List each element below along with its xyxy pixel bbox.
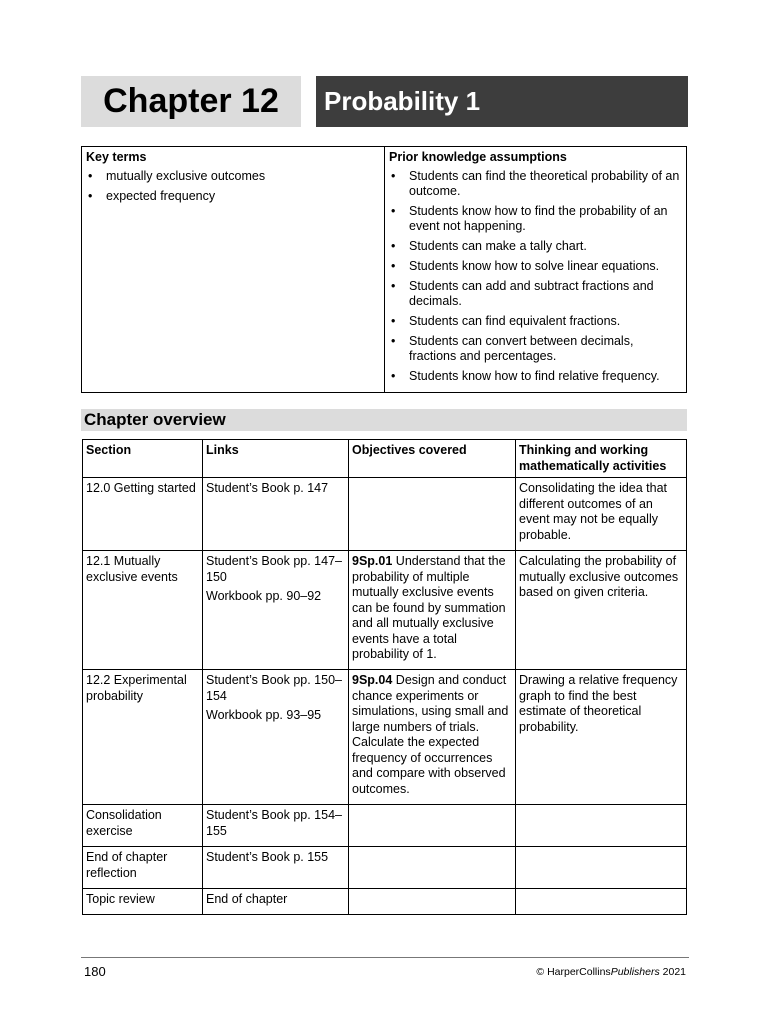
page-number: 180 xyxy=(84,964,106,979)
table-row xyxy=(83,670,687,805)
table-row xyxy=(83,805,687,847)
prior-knowledge-item: • Students can find equivalent fractions. xyxy=(389,314,682,329)
objective-text: Understand that the probability of multiple mutually exclusive events can be found by summation and all mutually exclusive events have a total probability of 1. xyxy=(352,554,506,661)
footer-divider xyxy=(81,957,689,958)
link-text: Student’s Book p. 155 xyxy=(206,850,329,864)
chapter-overview-heading: Chapter overview xyxy=(81,409,687,431)
chapter-overview-table xyxy=(82,439,687,915)
section-cell: Consolidation exercise xyxy=(83,805,203,847)
activities-cell xyxy=(516,847,687,889)
chapter-title: Probability 1 xyxy=(324,86,481,116)
section-cell: 12.1 Mutually exclusive events xyxy=(83,551,203,670)
activities-cell: Calculating the probability of mutually exclusive outcomes based on given criteria. xyxy=(516,551,687,670)
links-cell xyxy=(203,847,349,889)
objective-text: Design and conduct chance experiments or simulations, using small and large numbers of trials. Calculate the expected frequency of occurrences and compare with observed outcomes. xyxy=(352,673,509,796)
table-row xyxy=(83,847,687,889)
link-text: End of chapter xyxy=(206,892,288,906)
key-terms-heading: Key terms xyxy=(86,150,147,164)
prior-knowledge-item: • Students can make a tally chart. xyxy=(389,239,682,254)
chapter-title-banner xyxy=(316,76,688,127)
activities-cell xyxy=(516,889,687,915)
links-cell xyxy=(203,889,349,915)
section-cell: Topic review xyxy=(83,889,203,915)
table-row xyxy=(83,478,687,551)
key-terms-column xyxy=(82,147,385,392)
link-text: Workbook pp. 90–92 xyxy=(206,589,322,603)
objectives-cell xyxy=(349,478,516,551)
activities-cell xyxy=(516,805,687,847)
link-text: Student’s Book p. 147 xyxy=(206,481,329,495)
link-text: Student’s Book pp. 154–155 xyxy=(206,808,342,838)
prior-knowledge-item: • Students can find the theoretical probability of an outcome. xyxy=(389,169,682,199)
links-cell xyxy=(203,551,349,670)
prior-knowledge-column xyxy=(385,147,686,392)
objectives-cell xyxy=(349,889,516,915)
objectives-cell xyxy=(349,551,516,670)
column-header-section: Section xyxy=(83,440,203,478)
section-cell: 12.0 Getting started xyxy=(83,478,203,551)
activities-cell: Drawing a relative frequency graph to find the best estimate of theoretical probability. xyxy=(516,670,687,805)
key-terms-table xyxy=(81,146,687,393)
copyright-publisher: Publishers xyxy=(610,966,660,978)
prior-knowledge-list xyxy=(389,169,682,384)
section-cell: End of chapter reflection xyxy=(83,847,203,889)
link-text: Student’s Book pp. 147–150 xyxy=(206,554,342,584)
links-cell xyxy=(203,805,349,847)
copyright-prefix: © HarperCollins xyxy=(536,966,611,978)
links-cell xyxy=(203,670,349,805)
key-term-item: • expected frequency xyxy=(86,189,380,204)
prior-knowledge-heading: Prior knowledge assumptions xyxy=(389,150,567,164)
table-row xyxy=(83,551,687,670)
copyright-year: 2021 xyxy=(659,966,686,978)
section-cell: 12.2 Experimental probability xyxy=(83,670,203,805)
objective-code: 9Sp.04 xyxy=(352,673,393,687)
links-cell xyxy=(203,478,349,551)
column-header-activities: Thinking and working mathematically activities xyxy=(516,440,687,478)
prior-knowledge-item: • Students can convert between decimals, fractions and percentages. xyxy=(389,334,682,364)
table-header-row xyxy=(83,440,687,478)
objectives-cell xyxy=(349,670,516,805)
objectives-cell xyxy=(349,805,516,847)
column-header-links: Links xyxy=(203,440,349,478)
chapter-number-banner xyxy=(81,76,301,127)
prior-knowledge-item: • Students know how to find relative frequency. xyxy=(389,369,682,384)
link-text: Workbook pp. 93–95 xyxy=(206,708,322,722)
column-header-objectives: Objectives covered xyxy=(349,440,516,478)
prior-knowledge-item: • Students can add and subtract fractions and decimals. xyxy=(389,279,682,309)
copyright-notice xyxy=(536,966,686,978)
chapter-label: Chapter 12 xyxy=(103,82,279,120)
key-terms-list xyxy=(86,169,380,204)
link-text: Student’s Book pp. 150–154 xyxy=(206,673,342,703)
activities-cell: Consolidating the idea that different outcomes of an event may not be equally probable. xyxy=(516,478,687,551)
objective-code: 9Sp.01 xyxy=(352,554,393,568)
objectives-cell xyxy=(349,847,516,889)
prior-knowledge-item: • Students know how to find the probability of an event not happening. xyxy=(389,204,682,234)
table-row xyxy=(83,889,687,915)
key-term-item: • mutually exclusive outcomes xyxy=(86,169,380,184)
prior-knowledge-item: • Students know how to solve linear equations. xyxy=(389,259,682,274)
